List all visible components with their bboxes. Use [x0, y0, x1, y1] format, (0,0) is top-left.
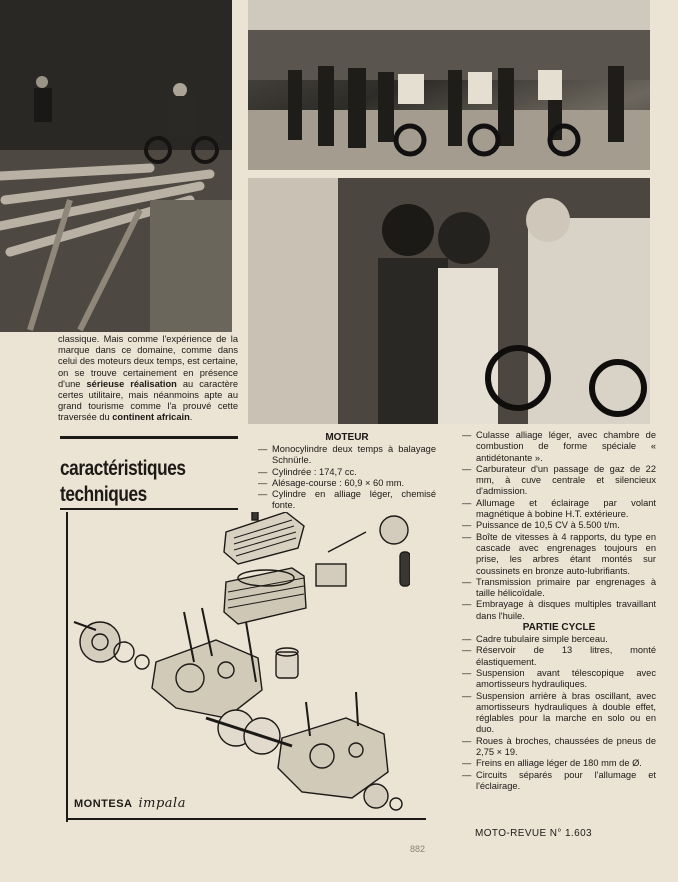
crankcase-left	[152, 640, 262, 718]
page-number: 882	[410, 844, 426, 854]
moteur-item: — Cylindre en alliage léger, chemisé fonte.	[258, 489, 436, 511]
rule-bottom	[66, 818, 426, 820]
brand-make: MONTESA	[74, 798, 133, 810]
right-spec-column	[462, 430, 656, 792]
photo-village-riders	[248, 0, 650, 170]
cycle-item: — Suspension arrière à bras oscillant, avec amortisseurs hydrauliques à double effet, réglables pour la marche en solo ou en duo.	[462, 690, 656, 735]
rule-top	[60, 436, 238, 439]
brand-model: impala	[138, 796, 186, 811]
carburettor	[316, 516, 410, 586]
intro-paragraph	[58, 334, 238, 424]
cycle-item: — Freins en alliage léger de 180 mm de Ø.	[462, 758, 642, 769]
spec-item: — Allumage et éclairage par volant magnétique à bobine H.T. extérieure.	[462, 497, 656, 520]
moteur-heading: MOTEUR	[325, 432, 369, 443]
cycle-item: — Roues à broches, chaussées de pneus de 2,75 × 19.	[462, 735, 656, 758]
moteur-item: — Cylindrée : 174,7 cc.	[258, 466, 357, 477]
engine-exploded-diagram	[66, 512, 410, 812]
piston	[276, 648, 298, 678]
intro-bold-1: sérieuse réalisation	[86, 378, 177, 389]
spec-item: — Boîte de vitesses à 4 rapports, du type en cascade avec engrenages toujours en prise, les arbres étant montés sur coussinets en bronze auto-lubrifiants.	[462, 531, 656, 576]
photo-log-crossing	[0, 0, 232, 332]
brand-label	[74, 796, 186, 811]
intro-bold-2: continent africain	[112, 412, 190, 423]
spec-item: — Transmission primaire par engrenages à taille hélicoïdale.	[462, 576, 656, 599]
moteur-item: — Monocylindre deux temps à balayage Schnürle.	[258, 444, 436, 466]
spec-item: — Culasse alliage léger, avec chambre de combustion de forme spéciale « antidétonante ».	[462, 430, 656, 463]
partie-cycle-heading: PARTIE CYCLE	[522, 622, 596, 634]
cylinder	[224, 568, 306, 624]
rule-under-title	[60, 508, 238, 510]
cylinder-head	[224, 512, 304, 564]
specs-title	[60, 456, 186, 508]
cycle-item: — Circuits séparés pour l'allumage et l'éclairage.	[462, 769, 656, 791]
cycle-item: — Suspension avant télescopique avec amortisseurs hydrauliques.	[462, 667, 656, 690]
spec-item: — Carburateur d'un passage de gaz de 22 mm, à cuve centrale et silencieux d'admission.	[462, 463, 656, 497]
magazine-footer: MOTO-REVUE N° 1.603	[475, 828, 592, 839]
moteur-column	[258, 432, 436, 512]
intro-text-3: .	[189, 412, 193, 423]
spec-item: — Embrayage à disques multiples travaillant dans l'huile.	[462, 599, 656, 621]
cycle-item: — Réservoir de 13 litres, monté élastiquement.	[462, 645, 656, 667]
moteur-item: — Alésage-course : 60,9 × 60 mm.	[258, 477, 405, 488]
specs-title-line-1: caractéristiques	[60, 457, 186, 480]
intro-text-2: au caractère certes utilitaire, mais néanmoins apte au grand tourisme comme l'a prouvé cette traversée du	[58, 378, 239, 423]
specs-title-line-2: techniques	[60, 483, 147, 506]
spec-item: — Puissance de 10,5 CV à 5.500 t/m.	[462, 520, 620, 531]
photo-group-portrait	[248, 178, 650, 424]
cycle-item: — Cadre tubulaire simple berceau.	[462, 634, 608, 645]
spark-plug	[252, 512, 258, 520]
intro-text-1: classique. Mais comme l'expérience de la marque dans ce domaine, comme dans celui des moteurs deux temps, est certaine, on se trouve certainement en présence d'une	[58, 334, 238, 389]
